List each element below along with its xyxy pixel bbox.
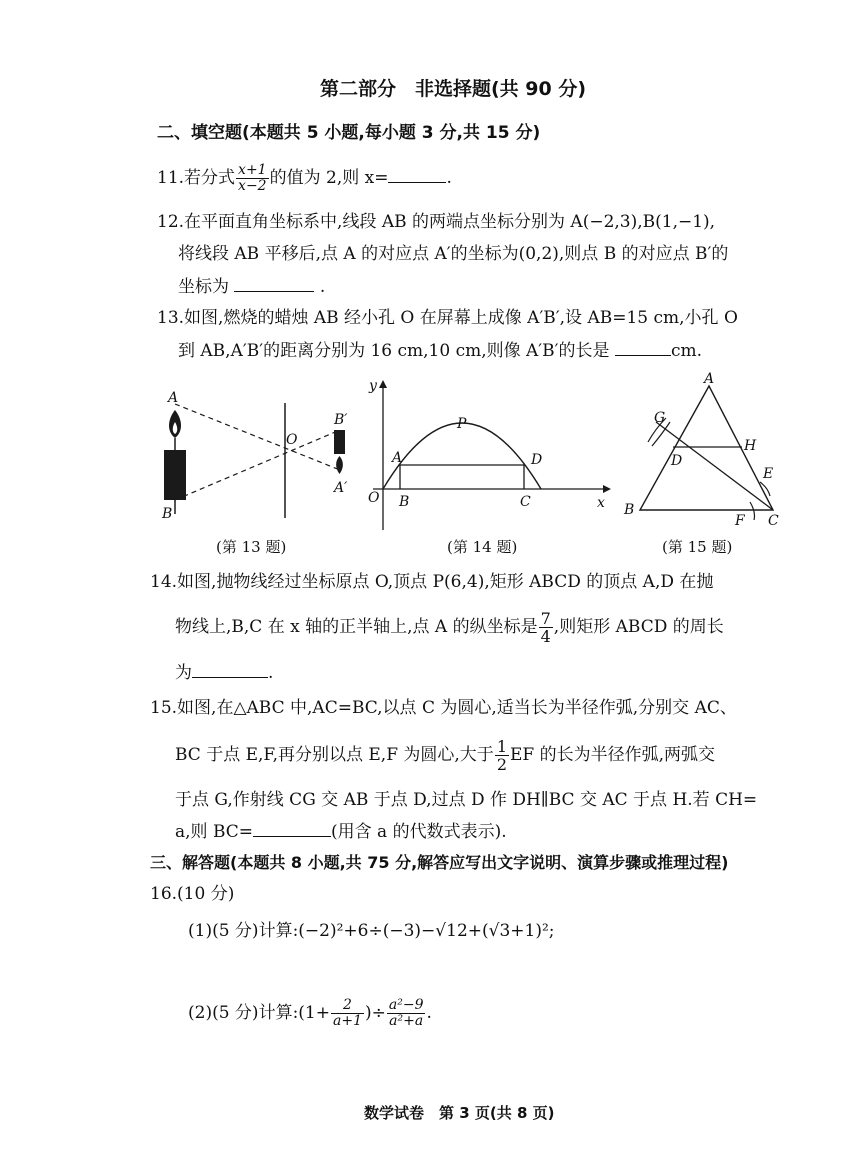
q14-line-3-text: 为 bbox=[175, 663, 192, 683]
fig14-label-y: y bbox=[369, 378, 377, 394]
q13-line-2-text: 到 AB,A′B′的距离分别为 16 cm,10 cm,则像 A′B′的长是 bbox=[178, 341, 610, 361]
figure-15-triangle-diagram bbox=[618, 370, 790, 530]
q11-text-post: 的值为 2,则 x= bbox=[269, 168, 389, 188]
fig14-label-x: x bbox=[597, 495, 605, 511]
q12-line-3 bbox=[178, 275, 325, 298]
arc-f bbox=[750, 502, 755, 520]
q11-fraction-numerator: x+1 bbox=[238, 162, 267, 178]
q15-fraction-denominator: 2 bbox=[496, 755, 507, 774]
ray-b-to-b-prime bbox=[175, 430, 340, 500]
q13-line-1: 13.如图,燃烧的蜡烛 AB 经小孔 O 在屏幕上成像 A′B′,设 AB=15 cm,小孔 O bbox=[157, 308, 738, 328]
q16-fraction-2-numerator: a²−9 bbox=[388, 997, 424, 1013]
q13-answer-blank[interactable] bbox=[615, 339, 671, 356]
q16-part-1: (1)(5 分)计算:(−2)²+6÷(−3)−√12+(√3+1)²; bbox=[188, 921, 555, 941]
q14-fraction-numerator: 7 bbox=[540, 609, 551, 628]
q11-answer-blank[interactable] bbox=[388, 166, 446, 183]
fig14-label-p: P bbox=[457, 416, 467, 432]
fig15-label-b: B bbox=[624, 502, 635, 518]
q11-text-pre: 11.若分式 bbox=[157, 168, 236, 188]
q11-text-end: . bbox=[446, 168, 452, 188]
fig13-label-a-prime: A′ bbox=[334, 480, 348, 496]
q14-line-3-end: . bbox=[268, 663, 274, 683]
section-fill-in-heading: 二、填空题(本题共 5 小题,每小题 3 分,共 15 分) bbox=[157, 123, 541, 143]
q15-line-2-pre: BC 于点 E,F,再分别以点 E,F 为圆心,大于 bbox=[175, 745, 494, 765]
q16-head: 16.(10 分) bbox=[150, 884, 235, 904]
fig15-label-e: E bbox=[763, 466, 774, 482]
parabola-curve bbox=[383, 423, 541, 489]
q16-fraction-1-numerator: 2 bbox=[331, 998, 364, 1014]
y-axis-arrow bbox=[379, 380, 387, 388]
q14-line-1: 14.如图,抛物线经过坐标原点 O,顶点 P(6,4),矩形 ABCD 的顶点 A,D 在抛 bbox=[150, 572, 714, 592]
x-axis-arrow bbox=[603, 485, 611, 493]
q16-fraction-2-denominator: a²+a bbox=[389, 1013, 424, 1029]
q15-line-4 bbox=[175, 820, 507, 843]
q16-part-2 bbox=[188, 998, 432, 1029]
q14-line-2-pre: 物线上,B,C 在 x 轴的正半轴上,点 A 的纵坐标是 bbox=[175, 617, 538, 637]
q14-line-2 bbox=[175, 610, 724, 645]
fig14-label-d: D bbox=[531, 452, 543, 468]
q15-fraction-numerator: 1 bbox=[496, 737, 507, 756]
page-footer: 数学试卷 第 3 页(共 8 页) bbox=[364, 1104, 555, 1122]
q14-line-2-post: ,则矩形 ABCD 的周长 bbox=[553, 617, 724, 637]
part-title: 第二部分 非选择题(共 90 分) bbox=[320, 78, 587, 100]
fig14-label-o: O bbox=[368, 490, 380, 506]
q12-line-1: 12.在平面直角坐标系中,线段 AB 的两端点坐标分别为 A(−2,3),B(1,−1), bbox=[157, 212, 716, 232]
q15-fraction bbox=[495, 738, 509, 773]
fig14-label-b: B bbox=[399, 494, 410, 510]
q15-line-2-post: EF 的长为半径作弧,两弧交 bbox=[510, 745, 716, 765]
fig14-label-a: A bbox=[392, 450, 403, 466]
q16-fraction-1 bbox=[331, 998, 364, 1029]
q12-line-3-text: 坐标为 bbox=[178, 277, 229, 297]
q14-fraction-denominator: 4 bbox=[540, 627, 551, 646]
fig15-label-a: A bbox=[704, 371, 715, 387]
q15-line-1: 15.如图,在△ABC 中,AC=BC,以点 C 为圆心,适当长为半径作弧,分别交 AC、 bbox=[150, 698, 737, 718]
ray-a-to-a-prime bbox=[175, 404, 340, 470]
q12-line-2: 将线段 AB 平移后,点 A 的对应点 A′的坐标为(0,2),则点 B 的对应点 B′的 bbox=[178, 244, 729, 264]
question-11 bbox=[157, 163, 452, 194]
q15-line-4-pre: a,则 BC= bbox=[175, 822, 254, 842]
q13-line-2 bbox=[178, 339, 702, 362]
image-candle-flame bbox=[336, 456, 343, 474]
figure-14-parabola-diagram bbox=[365, 372, 615, 532]
image-candle-body bbox=[334, 430, 345, 454]
fig14-label-c: C bbox=[520, 494, 531, 510]
q16-fraction-1-denominator: a+1 bbox=[333, 1013, 362, 1029]
q15-answer-blank[interactable] bbox=[253, 820, 331, 837]
q11-fraction bbox=[236, 163, 269, 194]
q13-line-2-end: cm. bbox=[670, 341, 702, 361]
fig15-label-f: F bbox=[735, 513, 745, 529]
fig15-label-h: H bbox=[744, 438, 757, 454]
fig15-label-g: G bbox=[654, 410, 666, 426]
q16-part-2-end: . bbox=[426, 1003, 432, 1023]
figure-14-caption: (第 14 题) bbox=[447, 538, 518, 556]
q15-line-2 bbox=[175, 738, 715, 773]
q12-line-3-end: . bbox=[319, 277, 326, 297]
q14-line-3 bbox=[175, 661, 273, 684]
q15-line-3: 于点 G,作射线 CG 交 AB 于点 D,过点 D 作 DH∥BC 交 AC 于点 H.若 CH= bbox=[175, 790, 758, 810]
fig13-label-o: O bbox=[286, 432, 298, 448]
q11-fraction-denominator: x−2 bbox=[238, 178, 267, 194]
fig15-label-c: C bbox=[768, 513, 779, 529]
section-solve-heading: 三、解答题(本题共 8 小题,共 75 分,解答应写出文字说明、演算步骤或推理过程) bbox=[150, 853, 729, 872]
q12-answer-blank[interactable] bbox=[234, 275, 314, 292]
q16-fraction-2 bbox=[387, 998, 426, 1029]
q14-answer-blank[interactable] bbox=[192, 661, 268, 678]
figure-13-caption: (第 13 题) bbox=[216, 538, 287, 556]
q16-part-2-mid: )÷ bbox=[364, 1003, 386, 1023]
q16-part-2-pre: (2)(5 分)计算:(1+ bbox=[188, 1003, 330, 1023]
fig13-label-a: A bbox=[168, 390, 179, 406]
figure-15-caption: (第 15 题) bbox=[662, 538, 733, 556]
candle-body bbox=[164, 450, 186, 500]
fig13-label-b-prime: B′ bbox=[334, 412, 348, 428]
fig15-label-d: D bbox=[671, 453, 683, 469]
q15-line-4-post: (用含 a 的代数式表示). bbox=[331, 822, 507, 842]
fig13-label-b: B bbox=[162, 506, 173, 522]
q14-fraction bbox=[539, 610, 553, 645]
figure-13-pinhole-diagram bbox=[150, 388, 360, 533]
